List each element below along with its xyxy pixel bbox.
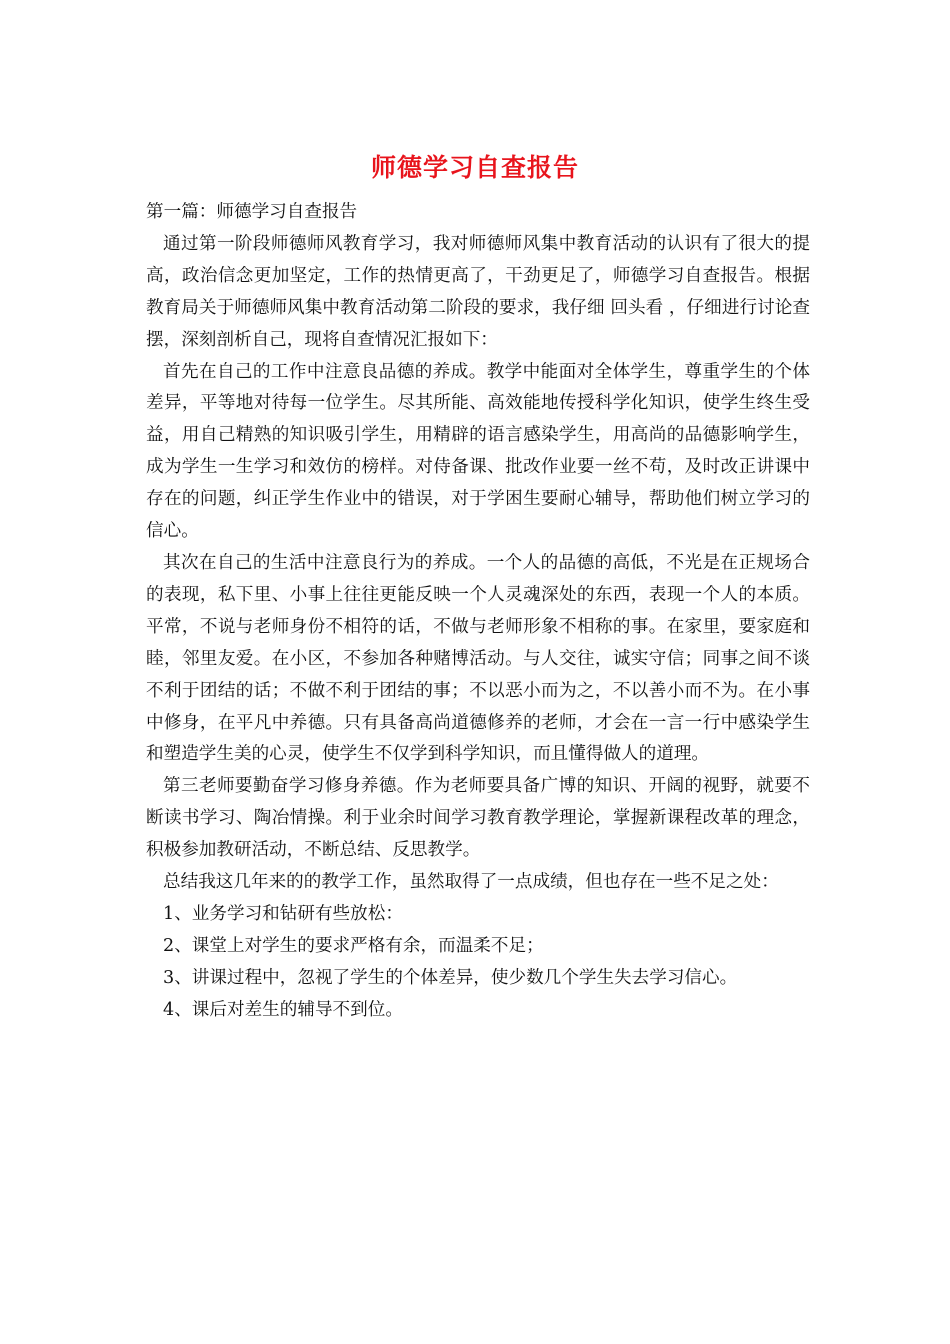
paragraph-life-conduct: 其次在自己的生活中注意良行为的养成。一个人的品德的高低，不光是在正规场合的表现，私下里、小事上往往更能反映一个人灵魂深处的东西，表现一个人的本质。平常，不说与老师身份不相符的话，不做与老师形象不相称的事。在家里，要家庭和睦，邻里友爱。在小区，不参加各种赌博活动。与人交往，诚实守信；同事之间不谈不利于团结的话；不做不利于团结的事；不以恶小而为之，不以善小而不为。在小事中修身，在平凡中养德。只有具备高尚道德修养的老师，才会在一言一行中感染学生和塑造学生美的心灵，使学生不仅学到科学知识，而且懂得做人的道理。 (146, 552, 810, 765)
paragraph-intro: 通过第一阶段师德师风教育学习，我对师德师风集中教育活动的认识有了很大的提高，政治信念更加坚定，工作的热情更高了，干劲更足了，师德学习自查报告。根据教育局关于师德师风集中教育活动第二阶段的要求，我仔细 回头看 ，仔细进行讨论查摆，深刻剖析自己，现将自查情况汇报如下： (146, 233, 810, 350)
list-item: 1、业务学习和钻研有些放松： (163, 903, 403, 924)
paragraph-summary: 总结我这几年来的的教学工作，虽然取得了一点成绩，但也存在一些不足之处： (163, 872, 779, 893)
document-title: 师德学习自查报告 (370, 153, 579, 182)
section-heading: 第一篇：师德学习自查报告 (146, 202, 358, 222)
list-item: 4、课后对差生的辅导不到位。 (163, 999, 403, 1020)
list-item: 3、讲课过程中，忽视了学生的个体差异，使少数几个学生失去学习信心。 (163, 967, 738, 988)
paragraph-study: 第三老师要勤奋学习修身养德。作为老师要具备广博的知识、开阔的视野，就要不断读书学习、陶冶情操。利于业余时间学习教育教学理论，掌握新课程改革的理念，积极参加教研活动，不断总结、反思教学。 (146, 776, 810, 861)
document-body (146, 197, 810, 1027)
list-item: 2、课堂上对学生的要求严格有余，而温柔不足； (163, 935, 544, 956)
paragraph-work-conduct: 首先在自己的工作中注意良品德的养成。教学中能面对全体学生，尊重学生的个体差异，平等地对待每一位学生。尽其所能、高效能地传授科学化知识，使学生终生受益，用自己精熟的知识吸引学生，用精辟的语言感染学生，用高尚的品德影响学生，成为学生一生学习和效仿的榜样。对侍备课、批改作业要一丝不苟，及时改正讲课中存在的问题，纠正学生作业中的错误，对于学困生要耐心辅导，帮助他们树立学习的信心。 (146, 361, 810, 542)
